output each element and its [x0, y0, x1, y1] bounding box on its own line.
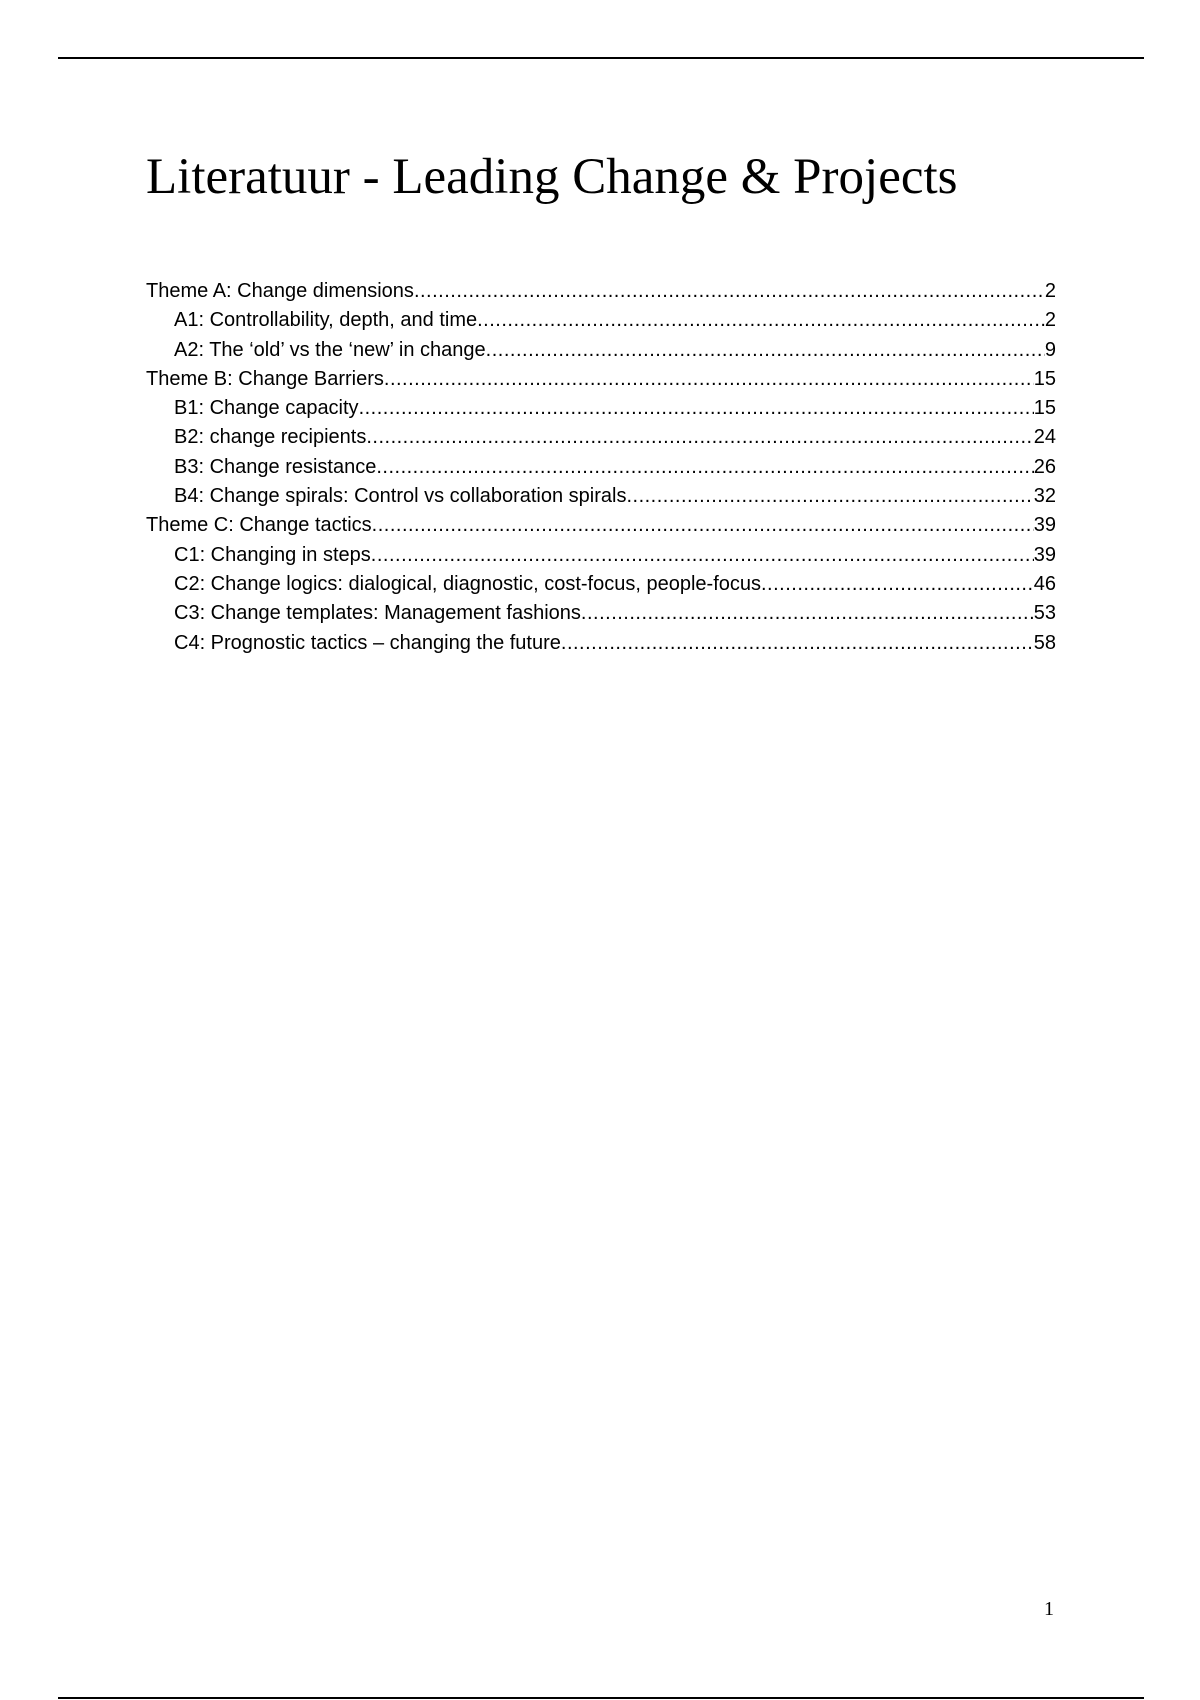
toc-entry-label: B2: change recipients: [174, 426, 367, 449]
toc-entry-page-number: 15: [1033, 367, 1056, 390]
toc-dot-leader: [384, 365, 1034, 394]
toc-entry-label: B1: Change capacity: [174, 397, 359, 420]
toc-entry-page-number: 46: [1033, 572, 1056, 595]
toc-dot-leader: [414, 277, 1045, 306]
toc-entry-page-number: 58: [1033, 631, 1056, 654]
toc-entry-label: Theme B: Change Barriers: [146, 367, 384, 390]
toc-entry[interactable]: [146, 394, 1056, 423]
footer-rule: [58, 1697, 1144, 1699]
toc-dot-leader: [626, 482, 1033, 511]
toc-entry[interactable]: [146, 365, 1056, 394]
toc-entry[interactable]: [146, 570, 1056, 599]
toc-entry[interactable]: [146, 277, 1056, 306]
toc-entry[interactable]: [146, 453, 1056, 482]
header-rule: [58, 57, 1144, 59]
toc-dot-leader: [371, 541, 1034, 570]
toc-entry-page-number: 9: [1044, 338, 1056, 361]
toc-entry-label: C3: Change templates: Management fashions: [174, 602, 581, 625]
toc-entry[interactable]: [146, 599, 1056, 628]
toc-entry-page-number: 26: [1033, 455, 1056, 478]
toc-entry[interactable]: [146, 629, 1056, 658]
toc-entry-page-number: 39: [1033, 543, 1056, 566]
toc-entry[interactable]: [146, 482, 1056, 511]
toc-dot-leader: [561, 629, 1034, 658]
toc-entry-page-number: 2: [1044, 280, 1056, 302]
toc-dot-leader: [366, 423, 1033, 452]
toc-entry[interactable]: [146, 336, 1056, 365]
toc-entry-label: A2: The ‘old’ vs the ‘new’ in change: [174, 338, 486, 361]
table-of-contents: [146, 277, 1056, 658]
toc-dot-leader: [372, 511, 1034, 540]
toc-dot-leader: [359, 394, 1034, 423]
toc-entry-label: C1: Changing in steps: [174, 543, 371, 566]
toc-entry[interactable]: [146, 306, 1056, 335]
toc-entry-label: C2: Change logics: dialogical, diagnostic, cost-focus, people-focus: [174, 572, 761, 595]
toc-entry-label: Theme A: Change dimensions: [146, 280, 414, 302]
page-number: 1: [1044, 1598, 1054, 1620]
toc-entry[interactable]: [146, 511, 1056, 540]
toc-entry[interactable]: [146, 541, 1056, 570]
toc-entry-page-number: 53: [1033, 602, 1056, 625]
toc-entry-label: A1: Controllability, depth, and time: [174, 309, 478, 332]
toc-entry-label: B3: Change resistance: [174, 455, 377, 478]
toc-entry-page-number: 39: [1033, 514, 1056, 537]
toc-entry-label: B4: Change spirals: Control vs collaboration spirals: [174, 485, 627, 508]
toc-entry-page-number: 15: [1033, 397, 1056, 420]
toc-entry-label: Theme C: Change tactics: [146, 514, 372, 537]
toc-entry-label: C4: Prognostic tactics – changing the future: [174, 631, 561, 654]
toc-entry-page-number: 2: [1044, 309, 1056, 332]
toc-dot-leader: [486, 336, 1045, 365]
toc-entry-page-number: 32: [1033, 485, 1056, 508]
toc-entry-page-number: 24: [1033, 426, 1056, 449]
toc-entry[interactable]: [146, 423, 1056, 452]
toc-dot-leader: [376, 453, 1033, 482]
toc-dot-leader: [477, 306, 1045, 335]
toc-dot-leader: [761, 570, 1034, 599]
document-title: Literatuur - Leading Change & Projects: [146, 149, 958, 205]
toc-dot-leader: [581, 599, 1034, 628]
